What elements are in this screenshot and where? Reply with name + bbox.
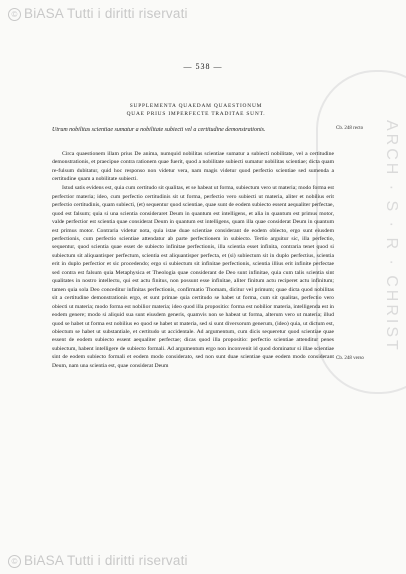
paragraph-1: Circa quaestionem illam prius De anima, numquid nobilitas scientiae sumatur a subiecti nobilitate, vel a certitudine demonstrationis, et praecipue contra rationem quae fuerit, quod a nobilitate subiecti sumatur nobilitas scientiae; dicta quam re-fulsum dubitatur, quid hoc responso non videtur vera, nam magis videtur quod perfectio scientiae sed sumenda a certitudine quam a nobilitate subiecti. xyxy=(52,151,334,183)
body-text xyxy=(52,150,334,370)
page-number: — 538 — xyxy=(183,62,223,71)
seal-text: ARCH · S · R · CHRIST xyxy=(383,120,400,353)
margin-note-verso: Cb. 248 verso xyxy=(336,356,364,361)
heading-line-2: QUAE PRIUS IMPERFECTE TRADITAE SUNT. xyxy=(126,111,266,117)
copyright-icon: © xyxy=(8,8,21,21)
watermark-bottom: © BiASA Tutti i diritti riservati xyxy=(8,553,188,568)
question-title: Utrum nobilitas scientiae sumatur a nobilitate subiecti vel a certitudine demonstrationis. xyxy=(52,127,266,133)
heading-line-1: SUPPLEMENTA QUAEDAM QUAESTIONUM xyxy=(129,103,263,109)
watermark-top: © BiASA Tutti i diritti riservati xyxy=(8,6,188,21)
paragraph-2: Istud satis evidens est, quia cum certitudo sit qualitas, et se habeat ut forma, subiectum vero ut materia; modo forma est perfectior materia; ideo, cum perfectio certitudinis sit ut forma, perfectio vero subiecti ut materia, aliter et nobilius erit perfectio certitudinis, quam subiecti, (et) sequentur quod scientiae, quae sunt de eodem subiecto essent aequaliter perfectae, quod est falsum; quia si una scientia consideraret Deum in quantum est intelligens, et alia in quantum est primus motor, valde perfectior est scientia quae considerat Deum in quantum est intelligens, quam illa quae considerat Deum in quantum est primus motor. Contraria videtur nota, quia istae duae scientiae considerant de eodem obiecto, ergo sunt eiusdem perfectionis, cum perfectio scientiae attendatur ab parte perfectionem in subiecto. Tertio arguitur sic, illa perfectio, sequentur, quod scientia quae esset de subiecto infinitae perfectionis, illa scientia esset infinita, contraria tenet quod si subiectum sit aliquantisper perfectum, scientia est aliquantisper perfecta, et (si) subiectum sit in duplo perfectius, scientia erit in duplo perfectior et sic procedendo; ergo si subiectum sit infinitae perfectionis, scientia illius erit infinite perfectae sed contra est falsum quia Metaphysica et Theologia quae considerant de Deo sunt infinitae, quia cum talis scientia sint qualitates in nostro intellectu, qui est actu finitus, non possunt esse infinitae, aliter finitum actu reciperet actu infinitum; tamen quia sola Deo conceditur infinitas perfectionis, confirmatio Thomam, dicitur vel primum; quae dicta quod nobilitas sit a certitudine demonstrationis ergo, et sunt primae quia certitudo se habet ut forma, cum sit qualitas, perfectio vero obiecti ut materia; modo forma est nobilior materia; ideo quod illa propositio: forma est nobilior materia, intelligenda est in eodem genere; modo si aliquid sua sunt eiusdem generis, quamvis non se habeat ut forma, alterum vero ut materia; illud quod se habet ut forma est nobilius eo quod se habet ut materia, sed si sunt diversorum generum, (ideo) quia, ut dictum est, obiectum se habet ut substantiale, et certitudo ut accidentale. Ad argumentum, cum dicis sequeretur quod scientiae quae essent de eodem subiecto essent aequaliter perfectae; dicas quod illa propositio: perfectio scientiae attenditur penes subiectum, habent intelligere de subiecto formali. Ad argumentum ergo non inconvenit id quod dominatur si illae scientiae sint de eodem subiecto formali et eodem modo considerato, sed non sunt duae scientiae quae eodem modo considerant Deum, nam una scientia est, quae considerat Deum xyxy=(52,185,334,369)
copyright-icon: © xyxy=(8,555,21,568)
section-heading xyxy=(60,102,332,118)
margin-note-recto: Cb. 248 recto xyxy=(336,126,364,131)
